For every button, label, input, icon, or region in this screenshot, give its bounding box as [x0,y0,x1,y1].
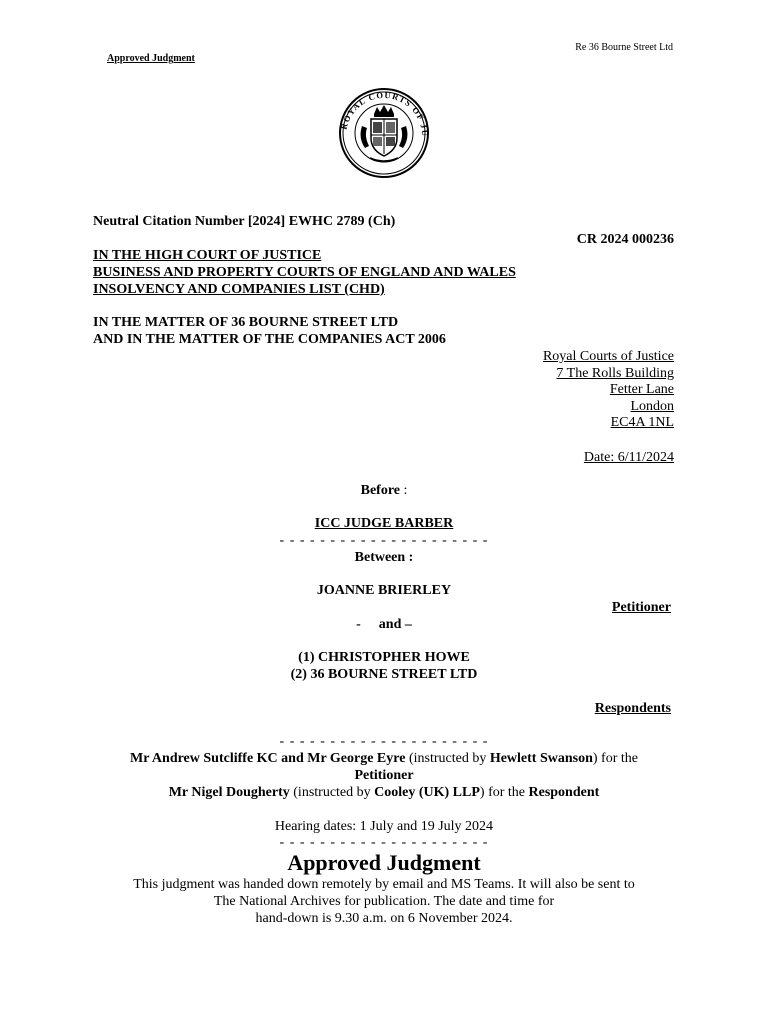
for-the-1: ) for the [592,751,638,766]
before-colon: : [400,483,408,498]
divider-2: - - - - - - - - - - - - - - - - - - - - - [279,734,489,749]
petitioner-name: JOANNE BRIERLEY [316,583,452,598]
court-line-1: IN THE HIGH COURT OF JUSTICE [93,248,322,263]
court-line-2: BUSINESS AND PROPERTY COURTS OF ENGLAND AND WALES [93,265,516,280]
matter-line-1: IN THE MATTER OF 36 BOURNE STREET LTD [93,315,399,330]
seal-text: ROYAL COURTS OF JU [338,89,431,138]
hearing-dates: Hearing dates: 1 July and 19 July 2024 [274,819,494,834]
counsel-petitioner [0,750,768,767]
address-line-2: 7 The Rolls Building [556,366,674,381]
for-the-2: ) for the [479,785,529,800]
respondent-counsel-name: Mr Nigel Dougherty [168,785,290,800]
header-case-name: Re 36 Bourne Street Ltd [575,42,673,53]
address-line-5: EC4A 1NL [610,415,674,430]
before-label [0,482,768,499]
respondents-role: Respondents [594,701,671,716]
address-line-3: Fetter Lane [609,382,674,397]
respondent-role-word: Respondent [528,785,600,800]
instructed-by-1: (instructed by [405,751,490,766]
divider-3: - - - - - - - - - - - - - - - - - - - - - [279,835,489,850]
respondent-2: (2) 36 BOURNE STREET LTD [290,667,478,682]
and-text: and – [378,617,412,632]
judge-name: ICC JUDGE BARBER [314,516,454,531]
respondent-1: (1) CHRISTOPHER HOWE [298,650,470,665]
approved-judgment-title: Approved Judgment [287,850,481,875]
before-text: Before [360,483,400,498]
instructed-by-2: (instructed by [289,785,375,800]
counsel-petitioner-role: Petitioner [354,768,414,783]
respondent-solicitors: Cooley (UK) LLP [374,785,480,800]
matter-line-2: AND IN THE MATTER OF THE COMPANIES ACT 2006 [93,332,446,347]
between-label: Between : [354,550,414,565]
handdown-line-2: The National Archives for publication. The date and time for [213,894,555,909]
header-approved-judgment: Approved Judgment [107,53,195,64]
and-separator [0,616,768,633]
petitioner-counsel-names: Mr Andrew Sutcliffe KC and Mr George Eyre [130,751,406,766]
counsel-respondent [0,784,768,801]
address-line-4: London [630,399,674,414]
royal-courts-seal-icon [334,86,434,178]
address-line-1: Royal Courts of Justice [542,349,674,364]
neutral-citation: Neutral Citation Number [2024] EWHC 2789 (Ch) [93,214,396,229]
judgment-date: Date: 6/11/2024 [583,450,674,465]
and-dash: - [356,617,361,632]
case-number: CR 2024 000236 [576,232,674,247]
petitioner-solicitors: Hewlett Swanson [489,751,593,766]
divider-1: - - - - - - - - - - - - - - - - - - - - - [279,533,489,548]
court-line-3: INSOLVENCY AND COMPANIES LIST (CHD) [93,282,385,297]
handdown-line-1: This judgment was handed down remotely by email and MS Teams. It will also be sent to [133,877,635,892]
handdown-line-3: hand-down is 9.30 a.m. on 6 November 2024. [255,911,513,926]
petitioner-role: Petitioner [611,600,671,615]
